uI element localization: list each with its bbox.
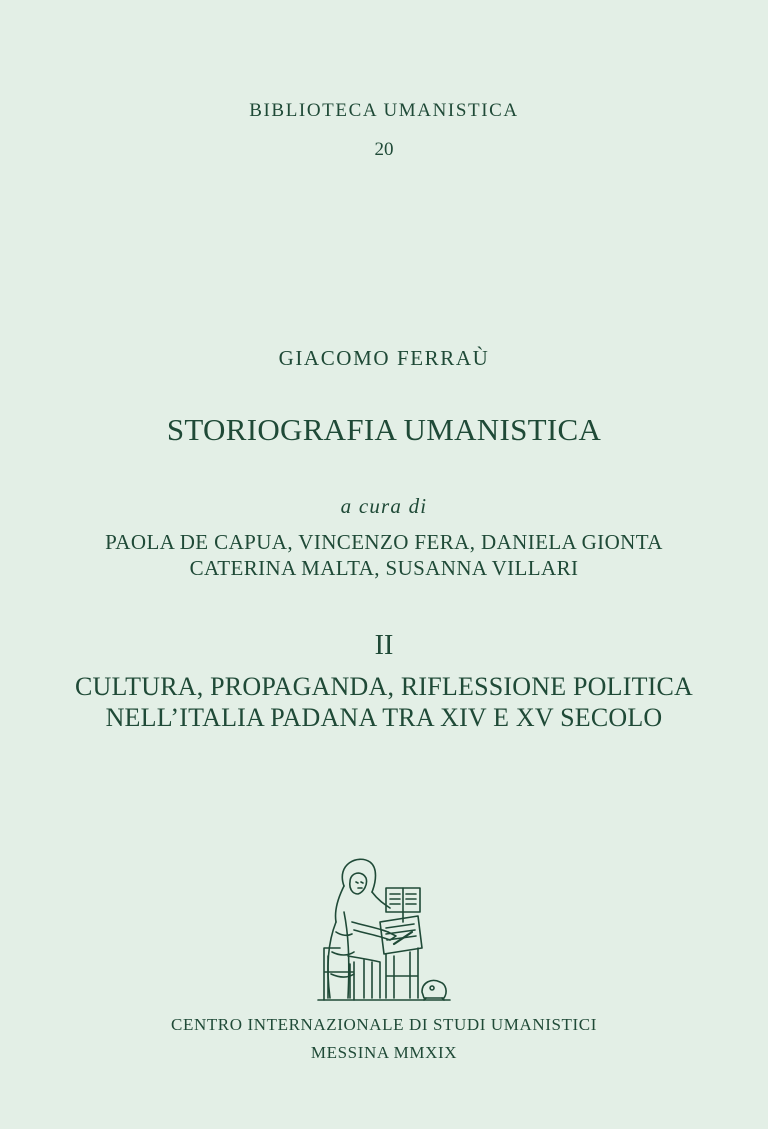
series-name: BIBLIOTECA UMANISTICA xyxy=(249,100,519,121)
publisher-name: CENTRO INTERNAZIONALE DI STUDI UMANISTICI xyxy=(171,1015,597,1034)
editors-line-1: PAOLA DE CAPUA, VINCENZO FERA, DANIELA GIONTA xyxy=(105,530,663,554)
scholar-at-desk-emblem-icon xyxy=(314,852,454,1004)
subtitle-line-1: CULTURA, PROPAGANDA, RIFLESSIONE POLITICA xyxy=(74,672,694,701)
book-title: STORIOGRAFIA UMANISTICA xyxy=(166,412,602,447)
editors-line-2: CATERINA MALTA, SUSANNA VILLARI xyxy=(189,556,579,580)
subtitle-line-2: NELL’ITALIA PADANA TRA XIV E XV SECOLO xyxy=(105,703,663,732)
series-number: 20 xyxy=(374,139,394,160)
publication-place-year: MESSINA MMXIX xyxy=(310,1043,458,1062)
author-name: GIACOMO FERRAÙ xyxy=(278,346,490,370)
edited-by-label: a cura di xyxy=(340,494,428,518)
volume-number: II xyxy=(374,630,394,661)
